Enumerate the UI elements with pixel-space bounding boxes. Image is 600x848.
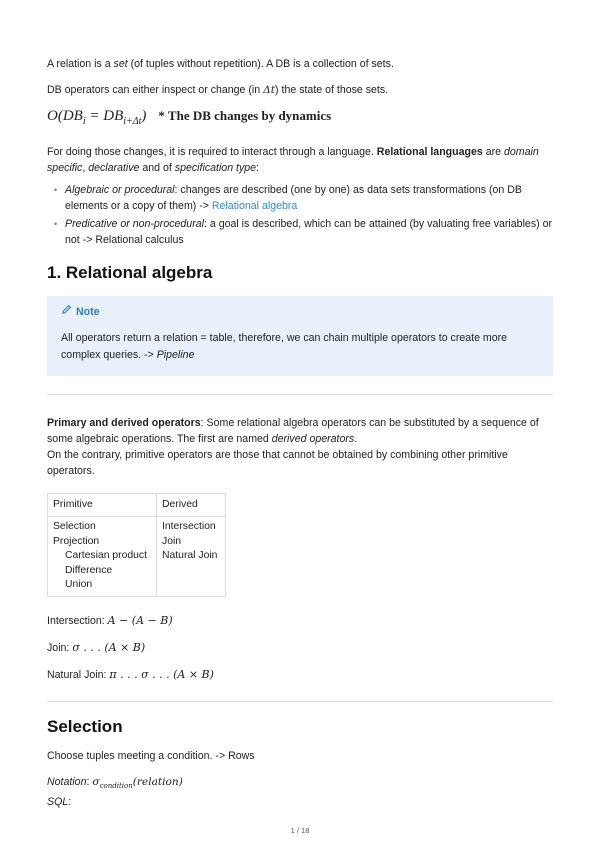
natural-join-derivation: Natural Join: π . . . σ . . . (A × B) (47, 667, 214, 681)
document-page (47, 56, 553, 810)
section-title-relational-algebra: 1. Relational algebra (47, 263, 213, 282)
primitive-cell (48, 517, 157, 597)
intro-operators: DB operators can either inspect or change (in Δt) the state of those sets. (47, 84, 389, 96)
list-item: • Algebraic or procedural: changes are described (one by one) as data sets transformations (on DB elements or a copy of them) -> Relational algebra (65, 182, 553, 214)
divider (47, 394, 553, 395)
intersection-derivation: Intersection: A − (A − B) (47, 613, 173, 627)
page-number: 1 / 18 (290, 826, 310, 835)
pencil-icon (61, 304, 72, 320)
note-callout (47, 296, 553, 376)
table-cell-item: Natural Join (162, 550, 218, 561)
table-row (48, 517, 226, 597)
table-cell-item: Difference (65, 564, 113, 576)
operators-table (47, 493, 226, 597)
divider (47, 701, 553, 702)
table-header-primitive: Primitive (48, 494, 157, 517)
list-item: • Predicative or non-procedural: a goal is described, which can be attained (by valuating free variables) or not -> Relational calculus (65, 216, 553, 248)
table-header-row (48, 494, 226, 517)
selection-sql: SQL: (47, 795, 72, 808)
note-body: All operators return a relation = table, therefore, we can chain multiple operators to create more complex queries. -> Pipeline (61, 332, 508, 361)
languages-paragraph: For doing those changes, it is required to interact through a language. Relational languages are domain specific, declarative and of specification type: (47, 146, 539, 174)
table-cell-item: Join (162, 535, 182, 547)
table-header-derived: Derived (157, 494, 226, 517)
relational-algebra-link[interactable]: Relational algebra (211, 200, 298, 212)
selection-notation: Notation: $\sigma_{condition}(relation)$ (47, 775, 183, 790)
section-title-selection: Selection (47, 716, 123, 736)
table-cell-item: Cartesian product (65, 550, 148, 561)
selection-description: Choose tuples meeting a condition. -> Rows (47, 749, 255, 762)
derived-cell (157, 517, 226, 597)
intro-relation: A relation is a set (of tuples without repetition). A DB is a collection of sets. (47, 58, 394, 70)
language-types-list (47, 182, 553, 248)
note-title: Note (61, 304, 539, 320)
table-cell-item: Projection (53, 535, 100, 547)
state-change-formula: $O(DB_i = DB_{i+\Delta t})$ * The DB changes by dynamics (47, 108, 332, 127)
join-derivation: Join: σ . . . (A × B) (47, 640, 146, 654)
operators-paragraph: Primary and derived operators: Some relational algebra operators can be substituted by a sequence of some algebraic operations. The first are named derived operators. On the contrary, primitive operators are those that cannot be obtained by combining other primitive operators. (47, 417, 539, 477)
table-cell-item: Union (65, 579, 93, 590)
table-cell-item: Intersection (162, 521, 216, 532)
table-cell-item: Selection (53, 521, 96, 532)
